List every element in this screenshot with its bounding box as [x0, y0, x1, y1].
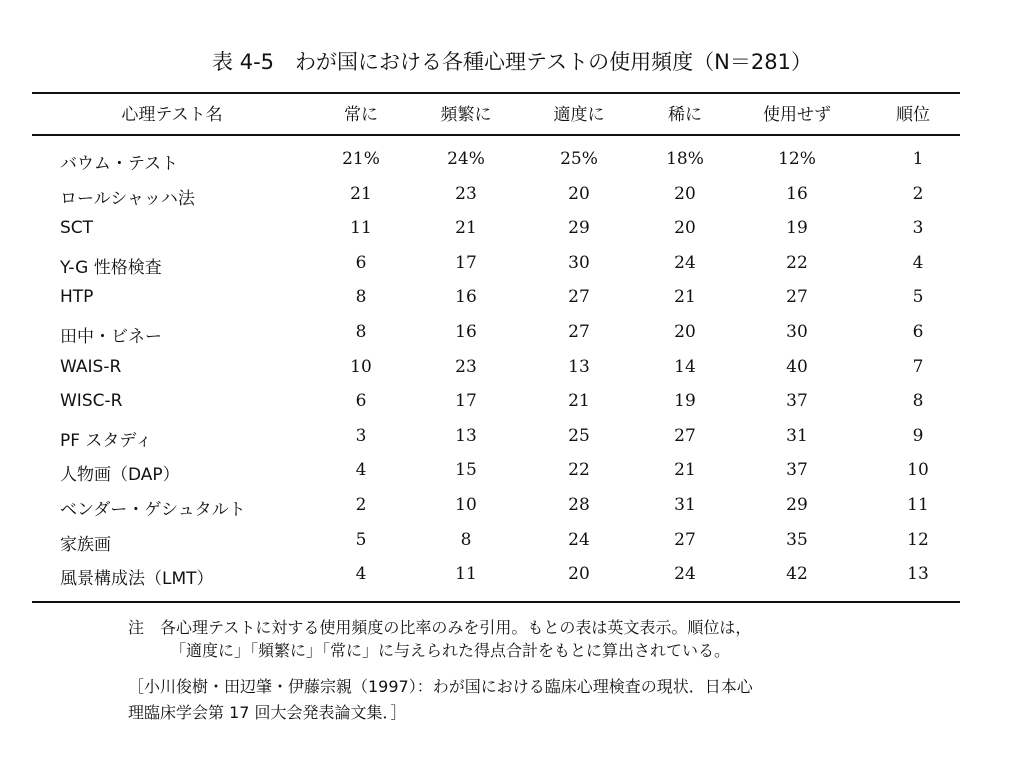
- column-header-rarely: 稀に: [668, 105, 702, 125]
- test-name-cell: PF スタディ: [60, 431, 153, 451]
- frequently-cell: 8: [460, 530, 472, 550]
- test-name-cell: 人物画（DAP）: [60, 465, 180, 485]
- moderately-cell: 24: [568, 530, 590, 550]
- test-name-cell: ロールシャッハ法: [60, 189, 195, 209]
- rank-cell: 3: [912, 218, 924, 238]
- test-name-cell: バウム・テスト: [60, 154, 179, 174]
- rarely-cell: 18%: [666, 149, 704, 169]
- rank-cell: 11: [907, 495, 929, 515]
- column-header-rank: 順位: [896, 105, 930, 125]
- top-rule: [32, 92, 960, 94]
- always-cell: 6: [355, 391, 367, 411]
- always-cell: 11: [350, 218, 372, 238]
- test-name-cell: 風景構成法（LMT）: [60, 569, 214, 589]
- rank-cell: 5: [912, 287, 924, 307]
- frequently-cell: 15: [455, 460, 477, 480]
- moderately-cell: 25%: [560, 149, 598, 169]
- moderately-cell: 29: [568, 218, 590, 238]
- column-header-test-name: 心理テスト名: [121, 105, 223, 125]
- column-header-not-used: 使用せず: [763, 105, 831, 125]
- always-cell: 4: [355, 460, 367, 480]
- not-used-cell: 42: [786, 564, 808, 584]
- frequently-cell: 21: [455, 218, 477, 238]
- not-used-cell: 40: [786, 357, 808, 377]
- moderately-cell: 13: [568, 357, 590, 377]
- moderately-cell: 20: [568, 184, 590, 204]
- header-rule: [32, 134, 960, 136]
- rank-cell: 10: [907, 460, 929, 480]
- rank-cell: 2: [912, 184, 924, 204]
- source-line-1: ［小川俊樹・田辺肇・伊藤宗親（1997）：わが国における臨床心理検査の現状．日本心: [128, 677, 753, 696]
- rarely-cell: 19: [674, 391, 696, 411]
- rarely-cell: 31: [674, 495, 696, 515]
- rarely-cell: 14: [674, 357, 696, 377]
- not-used-cell: 35: [786, 530, 808, 550]
- always-cell: 3: [355, 426, 367, 446]
- test-name-cell: ベンダー・ゲシュタルト: [60, 500, 246, 520]
- always-cell: 8: [355, 287, 367, 307]
- not-used-cell: 37: [786, 391, 808, 411]
- frequently-cell: 16: [455, 287, 477, 307]
- moderately-cell: 25: [568, 426, 590, 446]
- rarely-cell: 24: [674, 564, 696, 584]
- not-used-cell: 12%: [778, 149, 816, 169]
- note-line-1: 注 各心理テストに対する使用頻度の比率のみを引用。もとの表は英文表示。順位は，: [128, 618, 752, 637]
- frequently-cell: 11: [455, 564, 477, 584]
- test-name-cell: WISC-R: [60, 391, 123, 411]
- rarely-cell: 20: [674, 322, 696, 342]
- not-used-cell: 29: [786, 495, 808, 515]
- bottom-rule: [32, 601, 960, 603]
- always-cell: 4: [355, 564, 367, 584]
- rank-cell: 8: [912, 391, 924, 411]
- rank-cell: 7: [912, 357, 924, 377]
- rarely-cell: 27: [674, 426, 696, 446]
- not-used-cell: 37: [786, 460, 808, 480]
- not-used-cell: 30: [786, 322, 808, 342]
- not-used-cell: 31: [786, 426, 808, 446]
- rank-cell: 12: [907, 530, 929, 550]
- rank-cell: 9: [912, 426, 924, 446]
- rank-cell: 4: [912, 253, 924, 273]
- rank-cell: 1: [912, 149, 924, 169]
- rarely-cell: 20: [674, 184, 696, 204]
- always-cell: 8: [355, 322, 367, 342]
- frequently-cell: 23: [455, 184, 477, 204]
- test-name-cell: HTP: [60, 287, 94, 307]
- always-cell: 21%: [342, 149, 380, 169]
- column-header-frequently: 頻繁に: [440, 105, 492, 125]
- moderately-cell: 30: [568, 253, 590, 273]
- test-name-cell: 田中・ビネー: [60, 327, 162, 347]
- test-name-cell: WAIS-R: [60, 357, 122, 377]
- rarely-cell: 21: [674, 460, 696, 480]
- column-header-always: 常に: [344, 105, 378, 125]
- rarely-cell: 21: [674, 287, 696, 307]
- rarely-cell: 24: [674, 253, 696, 273]
- always-cell: 6: [355, 253, 367, 273]
- rarely-cell: 20: [674, 218, 696, 238]
- source-line-2: 理臨床学会第 17 回大会発表論文集．］: [128, 703, 407, 722]
- moderately-cell: 28: [568, 495, 590, 515]
- frequently-cell: 23: [455, 357, 477, 377]
- column-header-moderately: 適度に: [553, 105, 605, 125]
- frequently-cell: 24%: [447, 149, 485, 169]
- frequently-cell: 10: [455, 495, 477, 515]
- note-line-2: 「適度に」「頻繁に」「常に」に与えられた得点合計をもとに算出されている。: [170, 641, 731, 660]
- rank-cell: 6: [912, 322, 924, 342]
- test-name-cell: SCT: [60, 218, 94, 238]
- moderately-cell: 20: [568, 564, 590, 584]
- always-cell: 2: [355, 495, 367, 515]
- table-title: 表 4-5 わが国における各種心理テストの使用頻度（N＝281）: [212, 50, 812, 74]
- moderately-cell: 27: [568, 287, 590, 307]
- test-name-cell: Y-G 性格検査: [60, 258, 162, 278]
- frequently-cell: 17: [455, 253, 477, 273]
- test-name-cell: 家族画: [60, 535, 111, 555]
- moderately-cell: 22: [568, 460, 590, 480]
- rank-cell: 13: [907, 564, 929, 584]
- not-used-cell: 22: [786, 253, 808, 273]
- rarely-cell: 27: [674, 530, 696, 550]
- frequently-cell: 17: [455, 391, 477, 411]
- always-cell: 10: [350, 357, 372, 377]
- frequently-cell: 13: [455, 426, 477, 446]
- not-used-cell: 27: [786, 287, 808, 307]
- not-used-cell: 19: [786, 218, 808, 238]
- always-cell: 21: [350, 184, 372, 204]
- not-used-cell: 16: [786, 184, 808, 204]
- moderately-cell: 27: [568, 322, 590, 342]
- frequently-cell: 16: [455, 322, 477, 342]
- moderately-cell: 21: [568, 391, 590, 411]
- always-cell: 5: [355, 530, 367, 550]
